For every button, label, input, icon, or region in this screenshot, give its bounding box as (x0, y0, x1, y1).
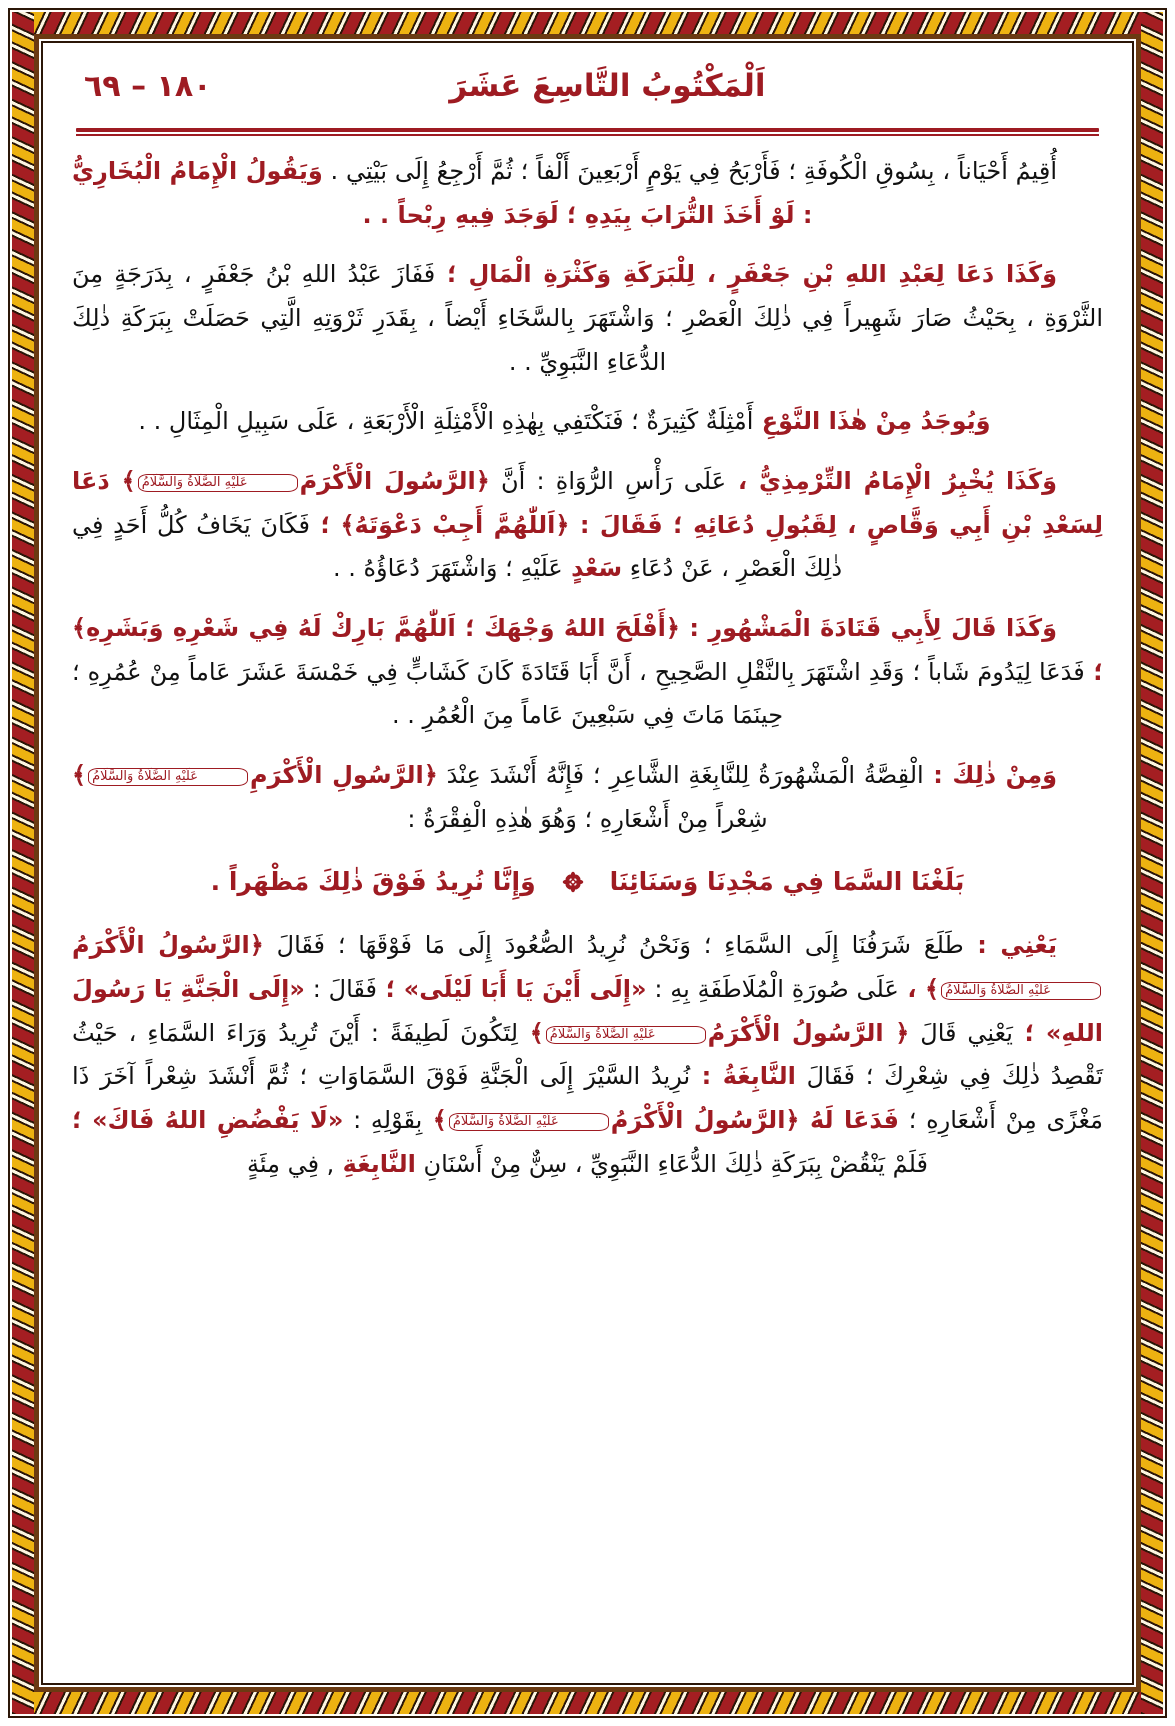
honorific-mark: عَلَيْهِ الصَّلَاةُ وَالسَّلَامُ (546, 1026, 706, 1044)
emphasis-text-red: ﴾ (422, 1106, 447, 1135)
paragraph (72, 253, 1103, 384)
body-text-run: يَعْنِي قَالَ (909, 1018, 1013, 1047)
page-header (68, 64, 1107, 126)
rosette-ornament-icon (562, 862, 584, 884)
emphasis-text-red: ﴾ ، (898, 975, 940, 1004)
emphasis-text-red: يَعْنِي : (963, 931, 1057, 960)
honorific-mark: عَلَيْهِ الصَّلَاةُ وَالسَّلَامُ (138, 474, 298, 492)
ornamental-border-bottom (12, 1692, 1163, 1714)
emphasis-text-red: فَدَعَا لَهُ ﴿الرَّسُولُ الْأَكْرَمُ (610, 1106, 899, 1135)
body-text-run: نُرِيدُ السَّيْرَ إِلَى الْجَنَّةِ فَوْقَ السَّمَاوَاتِ ؛ ثُمَّ أَنْشَدَ شِعْراً آخَرَ ذَا مَغْزًى مِنْ أَشْعَارِهِ ؛ (72, 1062, 1103, 1135)
paragraph (72, 924, 1103, 1186)
page-number: ١٨٠ – ٦٩ (84, 69, 212, 104)
divider-thick-rule (76, 128, 1099, 132)
emphasis-text-red: «لَا يَفْضُضِ اللهُ فَاكَ» ؛ (72, 1106, 344, 1135)
braid-pattern-icon (12, 12, 34, 1714)
page-content (46, 46, 1129, 1680)
emphasis-text-red: ﴿الرَّسُولِ الْأَكْرَمِ (249, 761, 438, 790)
emphasis-text-red: ﴾ دَعَا لِسَعْدِ بْنِ أَبِي وَقَّاصٍ ، لِقَبُولِ دُعَائِهِ ؛ فَقَالَ : ﴿اَللّٰهُمَّ أَجِبْ دَعْوَتَهُ﴾ ؛ (72, 467, 1103, 539)
body-text-run: فَفَازَ عَبْدُ اللهِ بْنُ جَعْفَرٍ ، بِدَرَجَةٍ مِنَ الثَّرْوَةِ ، بِحَيْثُ صَارَ شَهِيراً فِي ذٰلِكَ الْعَصْرِ ؛ وَاشْتَهَرَ بِالسَّخَاءِ أَيْضاً ، بِقَدَرِ ثَرْوَتِهِ الَّتِي حَصَلَتْ بِبَرَكَةِ ذٰلِكَ الدُّعَاءِ النَّبَوِيِّ . . (72, 260, 1103, 376)
divider-thin-rule (76, 134, 1099, 136)
emphasis-text-red: ﴾ (72, 761, 87, 790)
emphasis-text-red: النَّابِغَةُ : (690, 1062, 796, 1091)
body-text-run: بِقَوْلِهِ : (343, 1106, 423, 1135)
braid-pattern-icon (12, 1692, 1163, 1714)
honorific-mark: عَلَيْهِ الصَّلَاةُ وَالسَّلَامُ (449, 1113, 609, 1131)
body-text (68, 150, 1107, 1186)
ornamental-border-top (12, 12, 1163, 34)
poetry-line (72, 859, 1103, 904)
body-text-run: أُقِيمُ أَحْيَاناً ، بِسُوقِ الْكُوفَةِ ؛ فَأَرْبَحُ فِي يَوْمٍ أَرْبَعِينَ أَلْفاً ؛ ثُمَّ أَرْجِعُ إِلَى بَيْتِي . (322, 157, 1058, 185)
emphasis-text-red: النَّابِغَةِ (334, 1149, 416, 1178)
emphasis-text-red: وَيُوجَدُ مِنْ هٰذَا النَّوْعِ (753, 407, 991, 436)
emphasis-text-red: وَمِنْ ذٰلِكَ : (923, 761, 1058, 790)
body-text-run: طَلَعَ شَرَفُنَا إِلَى السَّمَاءِ ؛ وَنَحْنُ نُرِيدُ الصُّعُودَ إِلَى مَا فَوْقَهَا ؛ فَقَالَ (263, 931, 964, 960)
body-text-run: عَلَيْهِ ؛ وَاشْتَهَرَ دُعَاؤُهُ . . (332, 554, 563, 583)
poetry-hemistich-right: بَلَغْنَا السَّمَا فِي مَجْدِنَا وَسَنَائِنَا (609, 867, 965, 897)
ornamental-border-right (1141, 12, 1163, 1714)
body-text-run: عَلَى رَأْسِ الرُّوَاةِ : أَنَّ (489, 467, 727, 496)
header-divider (76, 128, 1099, 136)
emphasis-text-red: وَكَذَا قَالَ لِأَبِي قَتَادَةَ الْمَشْهُورِ : ﴿أَفْلَحَ اللهُ وَجْهَكَ ؛ اَللّٰهُمَّ بَارِكْ لَهُ فِي شَعْرِهِ وَبَشَرِهِ﴾ ؛ (72, 614, 1104, 686)
body-text-run: أَمْثِلَةٌ كَثِيرَةٌ ؛ فَنَكْتَفِي بِهٰذِهِ الْأَمْثِلَةِ الْأَرْبَعَةِ ، عَلَى سَبِيلِ الْمِثَالِ . . (138, 407, 754, 436)
paragraph (72, 150, 1103, 237)
body-text-run: الْقِصَّةُ الْمَشْهُورَةُ لِلنَّابِغَةِ الشَّاعِرِ ؛ فَإِنَّهُ أَنْشَدَ عِنْدَ (437, 761, 924, 790)
emphasis-text-red: ﴿الرَّسُولَ الْأَكْرَمَ (299, 467, 490, 496)
emphasis-text-red: وَكَذَا دَعَا لِعَبْدِ اللهِ بْنِ جَعْفَرٍ ، لِلْبَرَكَةِ وَكَثْرَةِ الْمَالِ ؛ (435, 260, 1058, 289)
body-text-run: شِعْراً مِنْ أَشْعَارِهِ ؛ وَهُوَ هٰذِهِ الْفِقْرَةُ : (407, 804, 768, 833)
braid-pattern-icon (12, 12, 1163, 34)
page-title: اَلْمَكْتُوبُ التَّاسِعَ عَشَرَ (449, 68, 766, 104)
emphasis-text-red: ﴾ (518, 1018, 544, 1047)
honorific-mark: عَلَيْهِ الصَّلَاةُ وَالسَّلَامُ (941, 982, 1101, 1000)
body-text-run: فَكَانَ يَخَافُ كُلُّ أَحَدٍ فِي ذٰلِكَ الْعَصْرِ ، عَنْ دُعَاءِ (72, 510, 843, 583)
body-text-run: عَلَى صُورَةِ الْمُلَاطَفَةِ بِهِ : (646, 975, 899, 1004)
emphasis-text-red: سَعْدٍ (562, 554, 623, 583)
body-text-run: فَدَعَا لِيَدُومَ شَاباً ؛ وَقَدِ اشْتَهَرَ بِالنَّقْلِ الصَّحِيحِ ، أَنَّ أَبَا قَتَادَةَ كَانَ كَشَابٍّ فِي خَمْسَةَ عَشَرَ عَاماً مِنْ عُمُرِهِ ؛ حِينَمَا مَاتَ فِي سَبْعِينَ عَاماً مِنَ الْعُمُرِ . . (72, 657, 1085, 730)
emphasis-text-red: «إِلَى أَيْنَ يَا أَبَا لَيْلَى» ؛ (377, 975, 647, 1004)
body-text-run: , فِي مِئَةٍ (246, 1149, 335, 1178)
ornamental-border-left (12, 12, 34, 1714)
body-text-run: لِتَكُونَ لَطِيفَةً : أَيْنَ تُرِيدُ وَرَاءَ السَّمَاءِ ، حَيْثُ تَقْصِدُ ذٰلِكَ فِي شِعْرِكَ ؛ فَقَالَ (72, 1018, 1103, 1091)
emphasis-text-red: وَكَذَا يُخْبِرُ الْإِمَامُ التِّرْمِذِيُّ ، (726, 467, 1058, 496)
paragraph (72, 607, 1103, 738)
emphasis-text-red: وَيَقُولُ الْإِمَامُ الْبُخَارِيُّ : لَوْ أَخَذَ التُّرَابَ بِيَدِهِ ؛ لَوَجَدَ فِيهِ رِبْحاً . . (72, 157, 813, 229)
braid-pattern-icon (1141, 12, 1163, 1714)
paragraph (72, 400, 1103, 444)
honorific-mark: عَلَيْهِ الصَّلَاةُ وَالسَّلَامُ (88, 768, 248, 786)
body-text-run: فَقَالَ : (304, 975, 378, 1004)
emphasis-text-red: ﴿الرَّسُولُ الْأَكْرَمُ (72, 931, 264, 960)
poetry-hemistich-left: وَإِنَّا نُرِيدُ فَوْقَ ذٰلِكَ مَظْهَراً . (210, 867, 536, 897)
paragraph (72, 460, 1103, 591)
body-text-run: فَلَمْ يَنْقُضْ بِبَرَكَةِ ذٰلِكَ الدُّعَاءِ النَّبَوِيِّ ، سِنٌّ مِنْ أَسْنَانِ (415, 1149, 929, 1178)
paragraph (72, 754, 1103, 841)
emphasis-text-red: ﴿ الرَّسُولُ الْأَكْرَمُ (707, 1018, 910, 1047)
emphasis-text-red: «إِلَى الْجَنَّةِ يَا رَسُولَ اللهِ» ؛ (72, 975, 1103, 1047)
